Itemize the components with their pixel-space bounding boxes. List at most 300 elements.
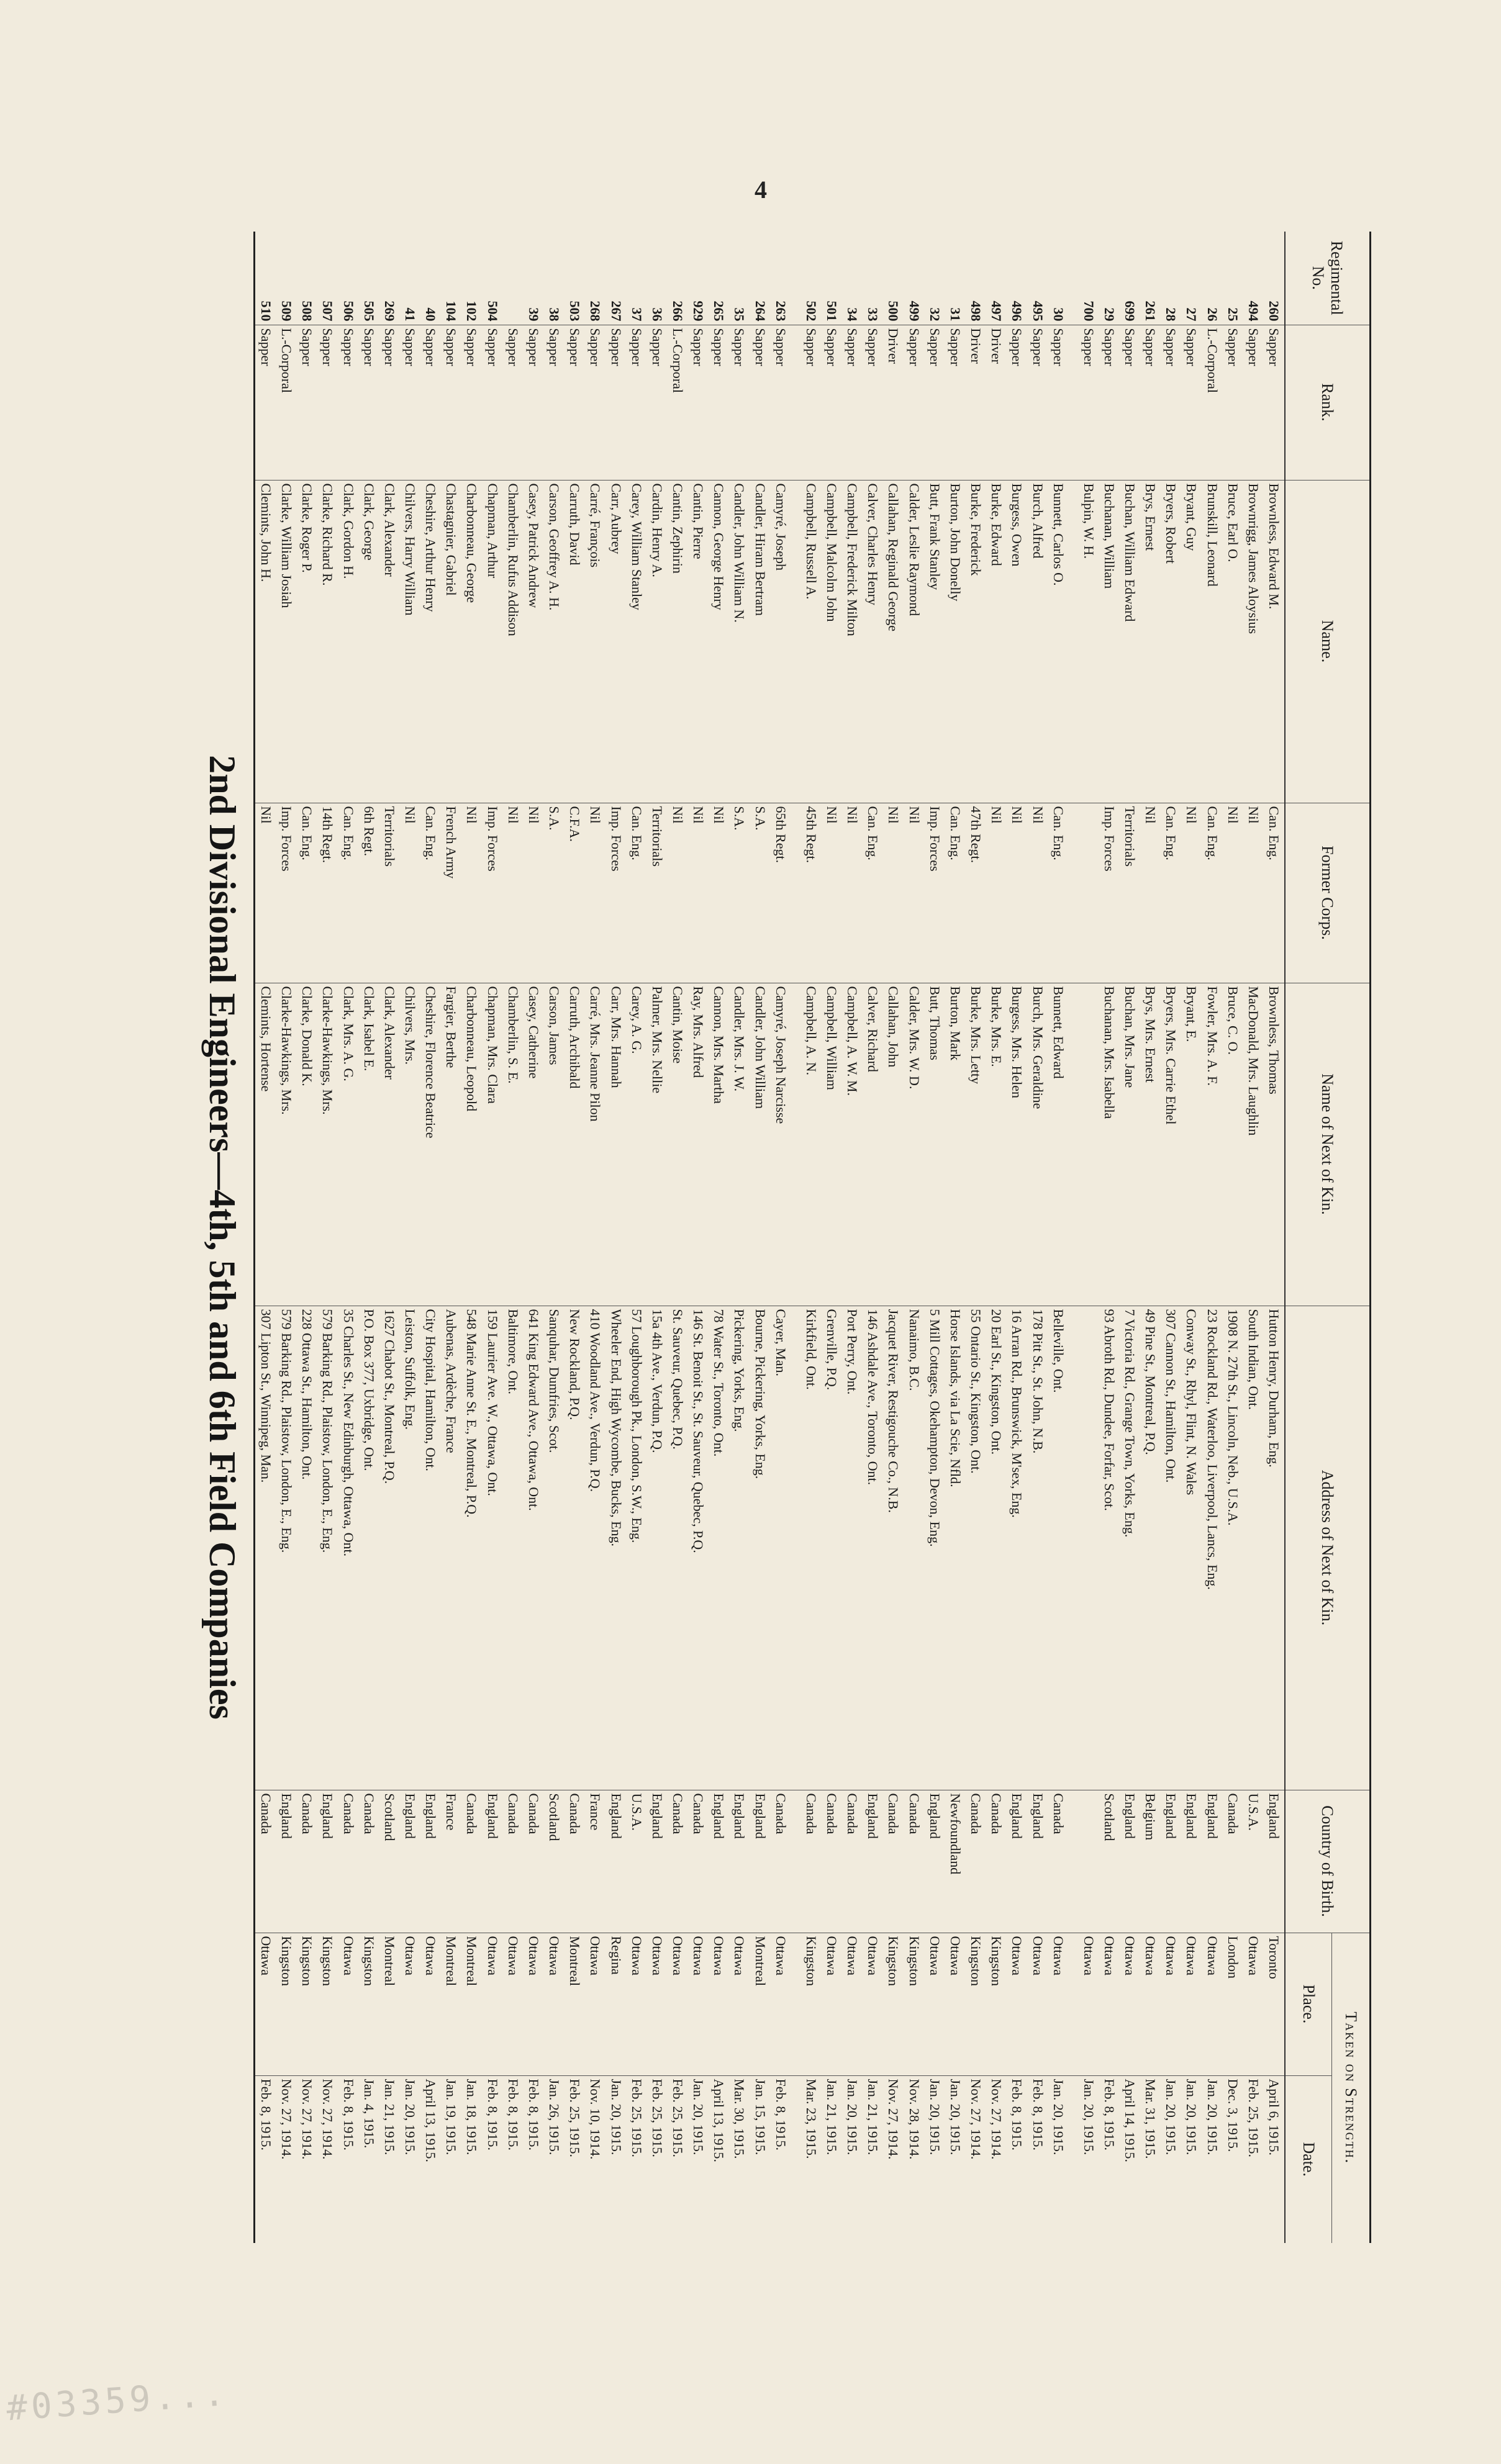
cell-former-corps: Nil bbox=[1222, 803, 1243, 983]
cell-next-of-kin: Burke, Mrs. Letty bbox=[966, 983, 986, 1306]
cell-no: 501 bbox=[822, 232, 842, 325]
cell-former-corps: 14th Regt. bbox=[317, 803, 338, 983]
cell-name: Bulpin, W. H. bbox=[1078, 480, 1099, 803]
table-row bbox=[605, 232, 626, 2243]
table-row bbox=[338, 232, 358, 2243]
cell-former-corps: Nil bbox=[986, 803, 1007, 983]
cell-rank: Sapper bbox=[255, 325, 276, 480]
cell-date: Jan. 20, 1915. bbox=[927, 2078, 943, 2155]
cell-former-corps: Nil bbox=[585, 803, 605, 983]
cell-rank: Sapper bbox=[1264, 325, 1285, 480]
cell-rank: Sapper bbox=[924, 325, 945, 480]
col-header-name: Name. bbox=[1285, 480, 1371, 803]
cell-no: 495 bbox=[1027, 232, 1048, 325]
cell-date: Nov. 10, 1914. bbox=[587, 2078, 604, 2160]
cell-date: April 14, 1915. bbox=[1122, 2078, 1138, 2162]
cell-name: Butt, Frank Stanley bbox=[924, 480, 945, 803]
cell-no: 500 bbox=[883, 232, 904, 325]
cell-rank: Sapper bbox=[904, 325, 924, 480]
cell-next-of-kin: Campbell, A. W. M. bbox=[842, 983, 863, 1306]
cell-country: U.S.A. bbox=[1243, 1790, 1264, 1933]
cell-address bbox=[1078, 1306, 1099, 1790]
cell-place: Ottawa bbox=[1181, 1933, 1202, 2075]
table-row bbox=[1243, 232, 1264, 2243]
cell-former-corps bbox=[1069, 803, 1079, 983]
table-row bbox=[709, 232, 729, 2243]
cell-rank: Sapper bbox=[317, 325, 338, 480]
col-header-place: Place. bbox=[1285, 1933, 1332, 2075]
cell-country: Canada bbox=[524, 1790, 544, 1933]
cell-rank: L.-Corporal bbox=[668, 325, 688, 480]
cell-address: 641 King Edward Ave., Ottawa, Ont. bbox=[524, 1306, 544, 1790]
rotated-content bbox=[179, 232, 1371, 2243]
cell-country: France bbox=[441, 1790, 461, 1933]
cell-address: Baltimore, Ont. bbox=[503, 1306, 524, 1790]
cell-rank: Sapper bbox=[1007, 325, 1027, 480]
cell-date: Jan. 20, 1915. bbox=[845, 2078, 861, 2155]
cell-next-of-kin: Burgess, Mrs. Helen bbox=[1007, 983, 1027, 1306]
cell-country: England bbox=[1264, 1790, 1285, 1933]
cell-country: England bbox=[863, 1790, 883, 1933]
cell-date: Feb. 8, 1915. bbox=[505, 2078, 521, 2150]
cell-place: Kingston bbox=[276, 1933, 297, 2075]
cell-place: Kingston bbox=[297, 1933, 317, 2075]
cell-next-of-kin: Bryant, E. bbox=[1181, 983, 1202, 1306]
cell-address: Wheeler End, High Wycombe, Bucks, Eng. bbox=[605, 1306, 626, 1790]
cell-name: Clemints, John H. bbox=[255, 480, 276, 803]
cell-date: Jan. 20, 1915. bbox=[1204, 2078, 1220, 2155]
col-header-country: Country of Birth. bbox=[1285, 1790, 1371, 1933]
cell-date: Nov. 27, 1914. bbox=[279, 2078, 295, 2160]
cell-name: Burch, Alfred bbox=[1027, 480, 1048, 803]
cell-address: South Indian, Ont. bbox=[1243, 1306, 1264, 1790]
cell-date bbox=[1069, 2075, 1079, 2243]
cell-next-of-kin: Fargier, Berthe bbox=[441, 983, 461, 1306]
cell-date: April 13, 1915. bbox=[711, 2078, 727, 2162]
cell-name: Cardin, Henry A. bbox=[647, 480, 668, 803]
cell-former-corps bbox=[791, 803, 801, 983]
cell-former-corps: Nil bbox=[709, 803, 729, 983]
cell-place: Ottawa bbox=[1140, 1933, 1161, 2075]
table-row bbox=[771, 232, 791, 2243]
cell-no: 27 bbox=[1181, 232, 1202, 325]
cell-next-of-kin: Clarke-Hawkings, Mrs. bbox=[276, 983, 297, 1306]
table-row bbox=[904, 232, 924, 2243]
cell-date: Feb. 8, 1915. bbox=[773, 2078, 789, 2150]
cell-next-of-kin: Burton, Mark bbox=[945, 983, 966, 1306]
cell-rank: Sapper bbox=[1181, 325, 1202, 480]
cell-rank: Sapper bbox=[338, 325, 358, 480]
cell-name: Brys, Ernest bbox=[1140, 480, 1161, 803]
cell-rank bbox=[1069, 325, 1079, 480]
cell-next-of-kin: Chapman, Mrs. Clara bbox=[482, 983, 502, 1306]
cell-place: Ottawa bbox=[771, 1933, 791, 2075]
table-row bbox=[626, 232, 646, 2243]
cell-next-of-kin: Cantin, Moise bbox=[668, 983, 688, 1306]
cell-date: Jan. 26, 1915. bbox=[546, 2078, 563, 2155]
cell-no: 29 bbox=[1099, 232, 1120, 325]
cell-date: Jan. 20, 1915. bbox=[691, 2078, 707, 2155]
cell-country: France bbox=[585, 1790, 605, 1933]
cell-no: 263 bbox=[771, 232, 791, 325]
table-header bbox=[1285, 232, 1371, 2243]
cell-rank: Driver bbox=[966, 325, 986, 480]
cell-place: Kingston bbox=[358, 1933, 379, 2075]
cell-no: 499 bbox=[904, 232, 924, 325]
cell-former-corps: Can. Eng. bbox=[1048, 803, 1068, 983]
cell-place: Ottawa bbox=[647, 1933, 668, 2075]
cell-former-corps: Nil bbox=[255, 803, 276, 983]
cell-no: 260 bbox=[1264, 232, 1285, 325]
cell-rank: Sapper bbox=[1048, 325, 1068, 480]
cell-no: 268 bbox=[585, 232, 605, 325]
cell-name: Clark, George bbox=[358, 480, 379, 803]
cell-country: England bbox=[709, 1790, 729, 1933]
cell-former-corps: Nil bbox=[688, 803, 709, 983]
cell-place: Ottawa bbox=[1027, 1933, 1048, 2075]
cell-name: Cantin, Pierre bbox=[688, 480, 709, 803]
cell-country: Canada bbox=[461, 1790, 482, 1933]
cell-country: Canada bbox=[338, 1790, 358, 1933]
cell-rank: Sapper bbox=[379, 325, 400, 480]
table-row bbox=[883, 232, 904, 2243]
table-row bbox=[688, 232, 709, 2243]
cell-country: England bbox=[1120, 1790, 1140, 1933]
cell-next-of-kin: Butt, Thomas bbox=[924, 983, 945, 1306]
cell-no: 510 bbox=[255, 232, 276, 325]
cell-date: April 13, 1915. bbox=[423, 2078, 439, 2162]
cell-name: Clarke, Richard R. bbox=[317, 480, 338, 803]
cell-no: 35 bbox=[729, 232, 750, 325]
cell-name: Chapman, Arthur bbox=[482, 480, 502, 803]
cell-no bbox=[503, 232, 524, 325]
cell-date: Feb. 25, 1915. bbox=[670, 2078, 686, 2157]
cell-no: 503 bbox=[565, 232, 585, 325]
cell-address: 20 Earl St., Kingston, Ont. bbox=[986, 1306, 1007, 1790]
cell-next-of-kin: Charbonneau, Leopold bbox=[461, 983, 482, 1306]
table-row bbox=[1007, 232, 1027, 2243]
cell-former-corps: Can. Eng. bbox=[626, 803, 646, 983]
cell-date: Jan. 20, 1915. bbox=[1163, 2078, 1179, 2155]
cell-name: Burton, John Donelly bbox=[945, 480, 966, 803]
cell-next-of-kin: Buchan, Mrs. Jane bbox=[1120, 983, 1140, 1306]
cell-name: Brunskill, Leonard bbox=[1202, 480, 1222, 803]
cell-country: Canada bbox=[358, 1790, 379, 1933]
cell-address: 410 Woodland Ave., Verdun, P.Q. bbox=[585, 1306, 605, 1790]
cell-address: City Hospital, Hamilton, Ont. bbox=[420, 1306, 441, 1790]
table-row bbox=[461, 232, 482, 2243]
cell-address: 579 Barking Rd., Plaistow, London, E., Eng. bbox=[276, 1306, 297, 1790]
cell-country: Scotland bbox=[544, 1790, 565, 1933]
cell-address: 57 Loughborough Pk., London, S.W., Eng. bbox=[626, 1306, 646, 1790]
cell-no: 505 bbox=[358, 232, 379, 325]
cell-next-of-kin: Clark, Isabel E. bbox=[358, 983, 379, 1306]
cell-former-corps: Nil bbox=[1181, 803, 1202, 983]
cell-country: Canada bbox=[822, 1790, 842, 1933]
cell-address: Leiston, Suffolk, Eng. bbox=[400, 1306, 420, 1790]
cell-former-corps: Nil bbox=[842, 803, 863, 983]
cell-former-corps: Nil bbox=[883, 803, 904, 983]
cell-rank: Sapper bbox=[503, 325, 524, 480]
cell-next-of-kin: Campbell, A. N. bbox=[801, 983, 822, 1306]
cell-former-corps: Can. Eng. bbox=[1264, 803, 1285, 983]
table-row bbox=[503, 232, 524, 2243]
cell-no bbox=[791, 232, 801, 325]
table-row bbox=[524, 232, 544, 2243]
cell-country: Canada bbox=[1048, 1790, 1068, 1933]
cell-next-of-kin: Candler, John William bbox=[750, 983, 770, 1306]
cell-date: Nov. 27, 1914. bbox=[886, 2078, 902, 2160]
cell-country: U.S.A. bbox=[626, 1790, 646, 1933]
cell-name: Bryers, Robert bbox=[1161, 480, 1181, 803]
cell-address: 16 Arran Rd., Brunswick, M'sex, Eng. bbox=[1007, 1306, 1027, 1790]
table-row bbox=[1202, 232, 1222, 2243]
page-title: 2nd Divisional Engineers—4th, 5th and 6th Field Companies bbox=[202, 755, 243, 1720]
cell-name: Clark, Gordon H. bbox=[338, 480, 358, 803]
cell-rank: Sapper bbox=[482, 325, 502, 480]
cell-no: 494 bbox=[1243, 232, 1264, 325]
cell-no: 34 bbox=[842, 232, 863, 325]
cell-rank: Sapper bbox=[647, 325, 668, 480]
cell-rank: Sapper bbox=[420, 325, 441, 480]
cell-place: Montreal bbox=[565, 1933, 585, 2075]
cell-place: London bbox=[1222, 1933, 1243, 2075]
cell-former-corps: Nil bbox=[668, 803, 688, 983]
cell-next-of-kin: Carruth, Archibald bbox=[565, 983, 585, 1306]
cell-rank: Sapper bbox=[1078, 325, 1099, 480]
cell-next-of-kin: Ray, Mrs. Alfred bbox=[688, 983, 709, 1306]
table-row bbox=[276, 232, 297, 2243]
cell-former-corps: Nil bbox=[904, 803, 924, 983]
cell-country: Scotland bbox=[1099, 1790, 1120, 1933]
cell-address: Pickering, Yorks, Eng. bbox=[729, 1306, 750, 1790]
cell-name bbox=[1069, 480, 1079, 803]
cell-next-of-kin: Callahan, John bbox=[883, 983, 904, 1306]
table-row bbox=[647, 232, 668, 2243]
cell-address: 307 Lipton St., Winnipeg, Man. bbox=[255, 1306, 276, 1790]
cell-next-of-kin: Palmer, Mrs. Nellie bbox=[647, 983, 668, 1306]
cell-next-of-kin: Burke, Mrs. E. bbox=[986, 983, 1007, 1306]
cell-rank: Sapper bbox=[750, 325, 770, 480]
cell-former-corps: Nil bbox=[822, 803, 842, 983]
cell-no: 41 bbox=[400, 232, 420, 325]
cell-next-of-kin: Carson, James bbox=[544, 983, 565, 1306]
cell-former-corps: S.A. bbox=[544, 803, 565, 983]
cell-rank: Sapper bbox=[822, 325, 842, 480]
cell-place: Ottawa bbox=[1161, 1933, 1181, 2075]
cell-address: 228 Ottawa St., Hamilton, Ont. bbox=[297, 1306, 317, 1790]
cell-name: Carey, William Stanley bbox=[626, 480, 646, 803]
col-header-next-of-kin: Name of Next of Kin. bbox=[1285, 983, 1371, 1306]
cell-former-corps: 47th Regt. bbox=[966, 803, 986, 983]
cell-next-of-kin: Chamberlin, S. E. bbox=[503, 983, 524, 1306]
cell-rank: Sapper bbox=[863, 325, 883, 480]
cell-date: Mar. 23, 1915. bbox=[803, 2078, 819, 2159]
cell-rank: Sapper bbox=[441, 325, 461, 480]
cell-name: Carruth, David bbox=[565, 480, 585, 803]
cell-name: Candler, John William N. bbox=[729, 480, 750, 803]
cell-rank: Sapper bbox=[1222, 325, 1243, 480]
cell-former-corps: Can. Eng. bbox=[420, 803, 441, 983]
cell-date: Dec. 3, 1915. bbox=[1225, 2078, 1241, 2152]
table-row bbox=[379, 232, 400, 2243]
cell-rank: Sapper bbox=[801, 325, 822, 480]
cell-place: Montreal bbox=[441, 1933, 461, 2075]
cell-name: Burke, Edward bbox=[986, 480, 1007, 803]
cell-address: 159 Laurier Ave. W., Ottawa, Ont. bbox=[482, 1306, 502, 1790]
cell-name: Bryant, Guy bbox=[1181, 480, 1202, 803]
cell-former-corps: Can. Eng. bbox=[297, 803, 317, 983]
cell-name: Campbell, Russell A. bbox=[801, 480, 822, 803]
cell-date: Feb. 8, 1915. bbox=[340, 2078, 356, 2150]
cell-former-corps: French Army bbox=[441, 803, 461, 983]
cell-place: Kingston bbox=[966, 1933, 986, 2075]
cell-date: Jan. 20, 1915. bbox=[947, 2078, 963, 2155]
cell-place: Ottawa bbox=[863, 1933, 883, 2075]
cell-address: Aubenas, Ardèche, France bbox=[441, 1306, 461, 1790]
cell-name: Clarke, William Josiah bbox=[276, 480, 297, 803]
cell-place: Ottawa bbox=[503, 1933, 524, 2075]
cell-no: 32 bbox=[924, 232, 945, 325]
cell-no: 39 bbox=[524, 232, 544, 325]
cell-former-corps: Nil bbox=[1243, 803, 1264, 983]
cell-name: Clarke, Roger P. bbox=[297, 480, 317, 803]
cell-rank: Driver bbox=[883, 325, 904, 480]
cell-date: April 6, 1915. bbox=[1266, 2078, 1282, 2155]
cell-name: Carr, Aubrey bbox=[605, 480, 626, 803]
cell-address: 146 Ashdale Ave., Toronto, Ont. bbox=[863, 1306, 883, 1790]
cell-next-of-kin: Bunnett, Edward bbox=[1048, 983, 1068, 1306]
cell-country: Canada bbox=[986, 1790, 1007, 1933]
cell-address: 55 Ontario St., Kingston, Ont. bbox=[966, 1306, 986, 1790]
cell-address bbox=[791, 1306, 801, 1790]
cell-country: Canada bbox=[966, 1790, 986, 1933]
cell-name: Camyré, Joseph bbox=[771, 480, 791, 803]
cell-place: Ottawa bbox=[1120, 1933, 1140, 2075]
cell-former-corps: Imp. Forces bbox=[924, 803, 945, 983]
cell-address: 146 St. Benoit St., St. Sauveur, Quebec, P.Q. bbox=[688, 1306, 709, 1790]
cell-country: Canada bbox=[668, 1790, 688, 1933]
cell-country: Canada bbox=[297, 1790, 317, 1933]
table-row bbox=[565, 232, 585, 2243]
cell-place: Toronto bbox=[1264, 1933, 1285, 2075]
cell-address: 5 Mill Cottages, Okehampton, Devon, Eng. bbox=[924, 1306, 945, 1790]
cell-rank: L.-Corporal bbox=[1202, 325, 1222, 480]
col-header-date: Date. bbox=[1285, 2075, 1332, 2243]
cell-no: 40 bbox=[420, 232, 441, 325]
cell-date: Jan. 4, 1915. bbox=[361, 2078, 377, 2149]
cell-country: England bbox=[1161, 1790, 1181, 1933]
cell-no: 507 bbox=[317, 232, 338, 325]
table-row bbox=[801, 232, 822, 2243]
table-row bbox=[842, 232, 863, 2243]
cell-rank: Sapper bbox=[297, 325, 317, 480]
cell-next-of-kin bbox=[791, 983, 801, 1306]
cell-name: Buchanan, William bbox=[1099, 480, 1120, 803]
cell-country bbox=[791, 1790, 801, 1933]
table-row bbox=[1140, 232, 1161, 2243]
table-row bbox=[924, 232, 945, 2243]
cell-address: Horse Islands, via La Scie, Nfld. bbox=[945, 1306, 966, 1790]
cell-next-of-kin: Bruce, C. O. bbox=[1222, 983, 1243, 1306]
cell-former-corps bbox=[1078, 803, 1099, 983]
cell-address: 548 Marie Anne St. E., Montreal, P.Q. bbox=[461, 1306, 482, 1790]
col-header-rank: Rank. bbox=[1285, 325, 1371, 480]
cell-address: Port Perry, Ont. bbox=[842, 1306, 863, 1790]
cell-no: 700 bbox=[1078, 232, 1099, 325]
cell-place: Kingston bbox=[904, 1933, 924, 2075]
cell-former-corps: Imp. Forces bbox=[482, 803, 502, 983]
cell-place: Ottawa bbox=[945, 1933, 966, 2075]
cell-date: Feb. 25, 1915. bbox=[628, 2078, 645, 2157]
table-row bbox=[1069, 232, 1079, 2243]
cell-no: 929 bbox=[688, 232, 709, 325]
cell-no: 37 bbox=[626, 232, 646, 325]
cell-place: Ottawa bbox=[524, 1933, 544, 2075]
cell-country: Canada bbox=[1222, 1790, 1243, 1933]
cell-former-corps: Imp. Forces bbox=[605, 803, 626, 983]
table-row bbox=[822, 232, 842, 2243]
cell-address bbox=[1069, 1306, 1079, 1790]
table-row bbox=[1120, 232, 1140, 2243]
cell-date: Mar. 30, 1915. bbox=[732, 2078, 748, 2159]
page-number: 4 bbox=[755, 176, 767, 204]
cell-address: Grenville, P.Q. bbox=[822, 1306, 842, 1790]
table-row bbox=[1048, 232, 1068, 2243]
cell-country: England bbox=[750, 1790, 770, 1933]
cell-place: Montreal bbox=[750, 1933, 770, 2075]
cell-rank: Sapper bbox=[688, 325, 709, 480]
cell-date: Jan. 20, 1915. bbox=[1184, 2078, 1200, 2155]
cell-next-of-kin: Bryers, Mrs. Carrie Ethel bbox=[1161, 983, 1181, 1306]
cell-former-corps: C.F.A. bbox=[565, 803, 585, 983]
cell-country: Canada bbox=[801, 1790, 822, 1933]
table-row bbox=[585, 232, 605, 2243]
cell-former-corps: Can. Eng. bbox=[1161, 803, 1181, 983]
cell-country: England bbox=[317, 1790, 338, 1933]
cell-next-of-kin: Clarke, Donald K. bbox=[297, 983, 317, 1306]
roster-table bbox=[253, 232, 1371, 2243]
cell-no: 509 bbox=[276, 232, 297, 325]
cell-no: 267 bbox=[605, 232, 626, 325]
cell-address: Nanaimo, B.C. bbox=[904, 1306, 924, 1790]
cell-date: Mar. 31, 1915. bbox=[1143, 2078, 1159, 2159]
cell-address: Jacquet River, Restigouche Co., N.B. bbox=[883, 1306, 904, 1790]
cell-name bbox=[791, 480, 801, 803]
cell-former-corps: Nil bbox=[461, 803, 482, 983]
cell-name: Calder, Leslie Raymond bbox=[904, 480, 924, 803]
cell-address: St. Sauveur, Quebec, P.Q. bbox=[668, 1306, 688, 1790]
table-row bbox=[400, 232, 420, 2243]
table-row bbox=[358, 232, 379, 2243]
cell-address: 178 Pitt St., St. John, N.B. bbox=[1027, 1306, 1048, 1790]
cell-date: Nov. 27, 1914. bbox=[968, 2078, 984, 2160]
cell-country: England bbox=[605, 1790, 626, 1933]
cell-name: Casey, Patrick Andrew bbox=[524, 480, 544, 803]
cell-no: 33 bbox=[863, 232, 883, 325]
cell-address: Kirkfield, Ont. bbox=[801, 1306, 822, 1790]
cell-next-of-kin: Clemints, Hortense bbox=[255, 983, 276, 1306]
cell-name: Brownrigg, James Aloysius bbox=[1243, 480, 1264, 803]
cell-no: 102 bbox=[461, 232, 482, 325]
cell-no: 506 bbox=[338, 232, 358, 325]
cell-no bbox=[1069, 232, 1079, 325]
cell-next-of-kin: Chilvers, Mrs. bbox=[400, 983, 420, 1306]
cell-place: Ottawa bbox=[668, 1933, 688, 2075]
cell-next-of-kin: Campbell, William bbox=[822, 983, 842, 1306]
cell-country: England bbox=[647, 1790, 668, 1933]
cell-no: 497 bbox=[986, 232, 1007, 325]
